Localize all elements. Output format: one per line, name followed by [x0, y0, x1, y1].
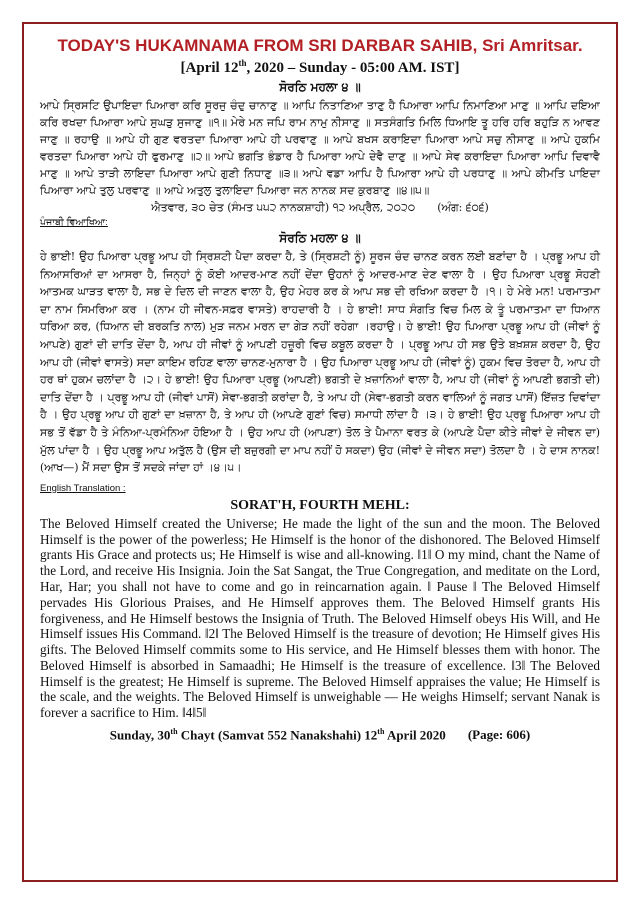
gurbani-date-line	[40, 201, 600, 215]
gurbani-text: ਆਪੇ ਸ੍ਰਿਸਟਿ ਉਪਾਇਦਾ ਪਿਆਰਾ ਕਰਿ ਸੂਰਜੁ ਚੰਦੁ ਚਾਨਾਣੁ ॥ ਆਪਿ ਨਿਤਾਣਿਆ ਤਾਣੁ ਹੈ ਪਿਆਰਾ ਆਪਿ ਨਿਮਾਣਿਆ ਮਾਣੁ ॥ ਆਪਿ ਦਇਆ ਕਰਿ ਰਖਦਾ ਪਿਆਰਾ ਆਪੇ ਸੁਘੜੁ ਸੁਜਾਣੁ ॥੧॥ ਮੇਰੇ ਮਨ ਜਪਿ ਰਾਮ ਨਾਮੁ ਨੀਸਾਣੁ ॥ ਸਤਸੰਗਤਿ ਮਿਲਿ ਧਿਆਇ ਤੂ ਹਰਿ ਹਰਿ ਬਹੁੜਿ ਨ ਆਵਣ ਜਾਣੁ ॥ ਰਹਾਉ ॥ ਆਪੇ ਹੀ ਗੁਣ ਵਰਤਦਾ ਪਿਆਰਾ ਆਪੇ ਹੀ ਪਰਵਾਣੁ ॥ ਆਪੇ ਬਖਸ ਕਰਾਇਦਾ ਪਿਆਰਾ ਆਪੇ ਸਚੁ ਨੀਸਾਣੁ ॥ ਆਪੇ ਹੁਕਮਿ ਵਰਤਦਾ ਪਿਆਰਾ ਆਪੇ ਹੀ ਫੁਰਮਾਣੁ ॥੨॥ ਆਪੇ ਭਗਤਿ ਭੰਡਾਰ ਹੈ ਪਿਆਰਾ ਆਪੇ ਦੇਵੈ ਦਾਣੁ ॥ ਆਪੇ ਸੇਵ ਕਰਾਇਦਾ ਪਿਆਰਾ ਆਪਿ ਦਿਵਾਵੈ ਮਾਣੁ ॥ ਆਪੇ ਤਾੜੀ ਲਾਇਦਾ ਪਿਆਰਾ ਆਪੇ ਗੁਣੀ ਨਿਧਾਣੁ ॥੩॥ ਆਪੇ ਵਡਾ ਆਪਿ ਹੈ ਪਿਆਰਾ ਆਪੇ ਹੀ ਪਰਧਾਣੁ ॥ ਆਪੇ ਕੀਮਤਿ ਪਾਇਦਾ ਪਿਆਰਾ ਆਪੇ ਤੁਲੁ ਪਰਵਾਣੁ ॥ ਆਪੇ ਅਤੁਲੁ ਤੁਲਾਇਦਾ ਪਿਆਰਾ ਜਨ ਨਾਨਕ ਸਦ ਕੁਰਬਾਣੁ ॥੪॥੫॥	[40, 99, 600, 197]
footer-date-line	[40, 727, 600, 743]
gurbani-heading: ਸੋਰਠਿ ਮਹਲਾ ੪ ॥	[279, 80, 361, 94]
footer-middle: Chayt (Samvat 552 Nanakshahi) 12	[177, 727, 378, 743]
gurbani-ang: (ਅੰਗ: ੬੦੬)	[437, 201, 489, 214]
footer-sup-2: th	[377, 727, 385, 737]
date-suffix: th	[238, 58, 247, 68]
hukamnama-page	[22, 22, 618, 882]
english-translation: The Beloved Himself created the Universe; He made the light of the sun and the moon. The Beloved Himself is the power of the powerless; He Himself is the honor of the dishonored. The Beloved Himself grants His Grace and protects us; He Himself is wise and all-knowing. ‖1‖ O my mind, chant the Name of the Lord, and receive His Insignia. Join the Sat Sangat, the True Congregation, and meditate on the Lord, Har, Har; you shall not have to come and go in reincarnation again. ‖ Pause ‖ The Beloved Himself pervades His Glorious Praises, and He Himself approves them. The Beloved Himself grants His forgiveness, and He Himself bestows the Insignia of Truth. The Beloved Himself obeys His Will, and He Himself issues His Command. ‖2‖ The Beloved Himself is the treasure of devotion; He Himself gives His gifts. The Beloved Himself commits some to His service, and He Himself blesses them with honor. The Beloved Himself is absorbed in Samaadhi; He Himself is the treasure of excellence. ‖3‖ The Beloved Himself is the greatest; He Himself is supreme. The Beloved Himself appraises the value; He Himself is the scale, and the weights. The Beloved Himself is unweighable — He weighs Himself; servant Nanak is forever a sacrifice to Him. ‖4‖5‖	[40, 515, 600, 721]
footer-sup-1: th	[170, 727, 178, 737]
punjabi-explanation: ਹੇ ਭਾਈ! ਉਹ ਪਿਆਰਾ ਪ੍ਰਭੂ ਆਪ ਹੀ ਸ੍ਰਿਸ਼ਟੀ ਪੈਦਾ ਕਰਦਾ ਹੈ, ਤੇ (ਸ੍ਰਿਸ਼ਟੀ ਨੂੰ) ਸੂਰਜ ਚੰਦ ਚਾਨਣ ਕਰਨ ਲਈ ਬਣਾਂਦਾ ਹੈ । ਪ੍ਰਭੂ ਆਪ ਹੀ ਨਿਆਸਰਿਆਂ ਦਾ ਆਸਰਾ ਹੈ, ਜਿਨ੍ਹਾਂ ਨੂੰ ਕੋਈ ਆਦਰ-ਮਾਣ ਨਹੀਂ ਦੇਂਦਾ ਉਹਨਾਂ ਨੂੰ ਆਦਰ-ਮਾਣ ਦੇਣ ਵਾਲਾ ਹੈ । ਉਹ ਪਿਆਰਾ ਪ੍ਰਭੂ ਸੋਹਣੀ ਆਤਮਕ ਘਾੜਤ ਵਾਲਾ ਹੈ, ਸਭ ਦੇ ਦਿਲ ਦੀ ਜਾਣਨ ਵਾਲਾ ਹੈ, ਉਹ ਮੇਹਰ ਕਰ ਕੇ ਆਪ ਸਭ ਦੀ ਰਖਿਆ ਕਰਦਾ ਹੈ ।੧। ਹੇ ਮੇਰੇ ਮਨ! ਪਰਮਾਤਮਾ ਦਾ ਨਾਮ ਸਿਮਰਿਆ ਕਰ । (ਨਾਮ ਹੀ ਜੀਵਨ-ਸਫ਼ਰ ਵਾਸਤੇ) ਰਾਹਦਾਰੀ ਹੈ । ਹੇ ਭਾਈ! ਸਾਧ ਸੰਗਤਿ ਵਿਚ ਮਿਲ ਕੇ ਤੂੰ ਪਰਮਾਤਮਾ ਦਾ ਧਿਆਨ ਧਰਿਆ ਕਰ, (ਧਿਆਨ ਦੀ ਬਰਕਤਿ ਨਾਲ) ਮੁੜ ਜਨਮ ਮਰਨ ਦਾ ਗੇੜ ਨਹੀਂ ਰਹੇਗਾ ।ਰਹਾਉ। ਹੇ ਭਾਈ! ਉਹ ਪਿਆਰਾ ਪ੍ਰਭੂ ਆਪ ਹੀ (ਜੀਵਾਂ ਨੂੰ ਆਪਣੇ) ਗੁਣਾਂ ਦੀ ਦਾਤਿ ਦੇਂਦਾ ਹੈ, ਆਪ ਹੀ ਜੀਵਾਂ ਨੂੰ ਆਪਣੀ ਹਜ਼ੂਰੀ ਵਿਚ ਕਬੂਲ ਕਰਦਾ ਹੈ । ਪ੍ਰਭੂ ਆਪ ਹੀ ਸਭ ਉਤੇ ਬਖ਼ਸ਼ਸ਼ ਕਰਦਾ ਹੈ, ਉਹ ਆਪ ਹੀ (ਜੀਵਾਂ ਵਾਸਤੇ) ਸਦਾ ਕਾਇਮ ਰਹਿਣ ਵਾਲਾ ਚਾਨਣ-ਮੁਨਾਰਾ ਹੈ । ਉਹ ਪਿਆਰਾ ਪ੍ਰਭੂ ਆਪ ਹੀ (ਜੀਵਾਂ ਨੂੰ) ਹੁਕਮ ਵਿਚ ਤੋਰਦਾ ਹੈ, ਆਪ ਹੀ ਹਰ ਥਾਂ ਹੁਕਮ ਚਲਾਂਦਾ ਹੈ ।੨। ਹੇ ਭਾਈ! ਉਹ ਪਿਆਰਾ ਪ੍ਰਭੂ (ਆਪਣੀ) ਭਗਤੀ ਦੇ ਖ਼ਜ਼ਾਨਿਆਂ ਵਾਲਾ ਹੈ, ਆਪ ਹੀ (ਜੀਵਾਂ ਨੂੰ ਆਪਣੀ ਭਗਤੀ ਦੀ) ਦਾਤਿ ਦੇਂਦਾ ਹੈ । ਪ੍ਰਭੂ ਆਪ ਹੀ (ਜੀਵਾਂ ਪਾਸੋਂ) ਸੇਵਾ-ਭਗਤੀ ਕਰਾਂਦਾ ਹੈ, ਤੇ ਆਪ ਹੀ (ਸੇਵਾ-ਭਗਤੀ ਕਰਨ ਵਾਲਿਆਂ ਨੂੰ ਜਗਤ ਪਾਸੋਂ) ਇੱਜ਼ਤ ਦਿਵਾਂਦਾ ਹੈ । ਉਹ ਪ੍ਰਭੂ ਆਪ ਹੀ ਗੁਣਾਂ ਦਾ ਖ਼ਜ਼ਾਨਾ ਹੈ, ਤੇ ਆਪ ਹੀ (ਆਪਣੇ ਗੁਣਾਂ ਵਿਚ) ਸਮਾਧੀ ਲਾਂਦਾ ਹੈ ।੩। ਹੇ ਭਾਈ! ਉਹ ਪ੍ਰਭੂ ਪਿਆਰਾ ਆਪ ਹੀ ਸਭ ਤੋਂ ਵੱਡਾ ਹੈ ਤੇ ਮੰਨਿਆ-ਪ੍ਰਮੰਨਿਆ ਹੋਇਆ ਹੈ । ਉਹ ਆਪ ਹੀ (ਆਪਣਾ) ਤੋਲ ਤੇ ਪੈਮਾਨਾ ਵਰਤ ਕੇ (ਆਪਣੇ ਪੈਦਾ ਕੀਤੇ ਜੀਵਾਂ ਦੇ ਜੀਵਨ ਦਾ) ਮੁੱਲ ਪਾਂਦਾ ਹੈ । ਉਹ ਪ੍ਰਭੂ ਆਪ ਅਤੁੱਲ ਹੈ (ਉਸ ਦੀ ਬਜ਼ੁਰਗੀ ਦਾ ਮਾਪ ਨਹੀਂ ਹੋ ਸਕਦਾ) ਉਹ (ਜੀਵਾਂ ਦੇ ਜੀਵਨ ਸਦਾ) ਤੋਲਦਾ ਹੈ । ਹੇ ਦਾਸ ਨਾਨਕ! (ਆਖ—) ਮੈਂ ਸਦਾ ਉਸ ਤੋਂ ਸਦਕੇ ਜਾਂਦਾ ਹਾਂ ।੪।੫।	[40, 250, 600, 475]
date-open: [April 12	[180, 60, 239, 76]
footer-suffix: April 2020	[384, 727, 446, 743]
english-heading: SORAT'H, FOURTH MEHL:	[230, 497, 410, 513]
gurbani-date: ਐਤਵਾਰ, ੩੦ ਚੇਤ (ਸੰਮਤ ੫੫੨ ਨਾਨਕਸ਼ਾਹੀ) ੧੨ ਅਪ੍ਰੈਲ, ੨੦੨੦	[151, 201, 416, 214]
punjabi-heading: ਸੋਰਠਿ ਮਹਲਾ ੪ ॥	[279, 231, 361, 245]
footer-page: (Page: 606)	[467, 727, 531, 743]
date-line	[40, 58, 600, 77]
date-rest: , 2020 – Sunday - 05:00 AM. IST]	[246, 60, 460, 76]
footer-prefix: Sunday, 30	[109, 727, 171, 743]
english-section-label: English Translation :	[40, 482, 126, 494]
punjabi-section-label: ਪੰਜਾਬੀ ਵਿਆਖਿਆ:	[40, 217, 108, 228]
page-title: TODAY'S HUKAMNAMA FROM SRI DARBAR SAHIB, Sri Amritsar.	[57, 36, 583, 55]
